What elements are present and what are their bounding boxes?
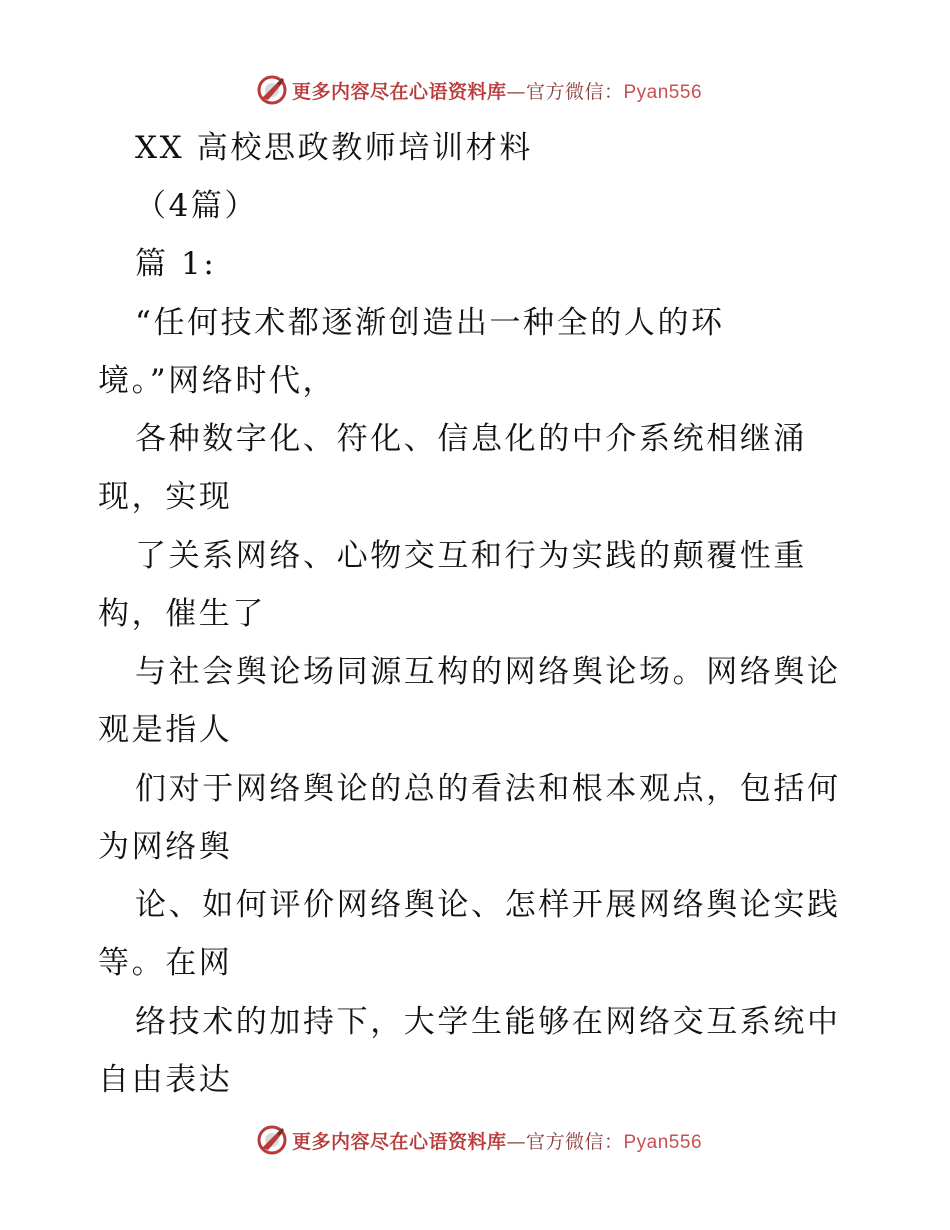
paragraph-line: 自由表达 [98,1062,233,1098]
document-title: XX 高校思政教师培训材料 [135,130,533,166]
paragraph-line: 构，催生了 [98,596,266,632]
banner-main-text: 更多内容尽在心语资料库 [291,80,507,103]
document-subtitle: （4篇） [135,188,259,224]
logo-icon [256,74,288,106]
section-heading: 篇 1: [135,246,217,282]
banner-main-text: 更多内容尽在心语资料库 [291,1130,507,1153]
paragraph-line: 观是指人 [98,712,233,748]
paragraph-line: 各种数字化、符化、信息化的中介系统相继涌 [135,421,807,457]
paragraph-line: 们对于网络舆论的总的看法和根本观点，包括何 [135,771,841,807]
footer-banner [0,1122,950,1158]
paragraph-line: 络技术的加持下，大学生能够在网络交互系统中 [135,1004,841,1040]
banner-official-label: —官方微信： [506,80,624,103]
paragraph-line: 现，实现 [98,479,233,515]
paragraph-line: 论、如何评价网络舆论、怎样开展网络舆论实践 [135,887,841,923]
paragraph-line: 了关系网络、心物交互和行为实践的颠覆性重 [135,538,807,574]
banner-wechat-id: Pyan556 [623,1131,703,1153]
paragraph-line: “任何技术都逐渐创造出一种全的人的环 [135,305,725,341]
paragraph-line: 与社会舆论场同源互构的网络舆论场。网络舆论 [135,654,841,690]
paragraph-line: 为网络舆 [98,829,233,865]
header-banner [0,72,950,108]
banner-wechat-id: Pyan556 [623,81,703,103]
banner-text [292,1127,702,1154]
logo-icon [256,1124,288,1156]
banner-text [292,77,702,104]
paragraph-line: 等。在网 [98,945,233,981]
paragraph-line: 境。”网络时代， [98,363,337,399]
banner-official-label: —官方微信： [506,1130,624,1153]
